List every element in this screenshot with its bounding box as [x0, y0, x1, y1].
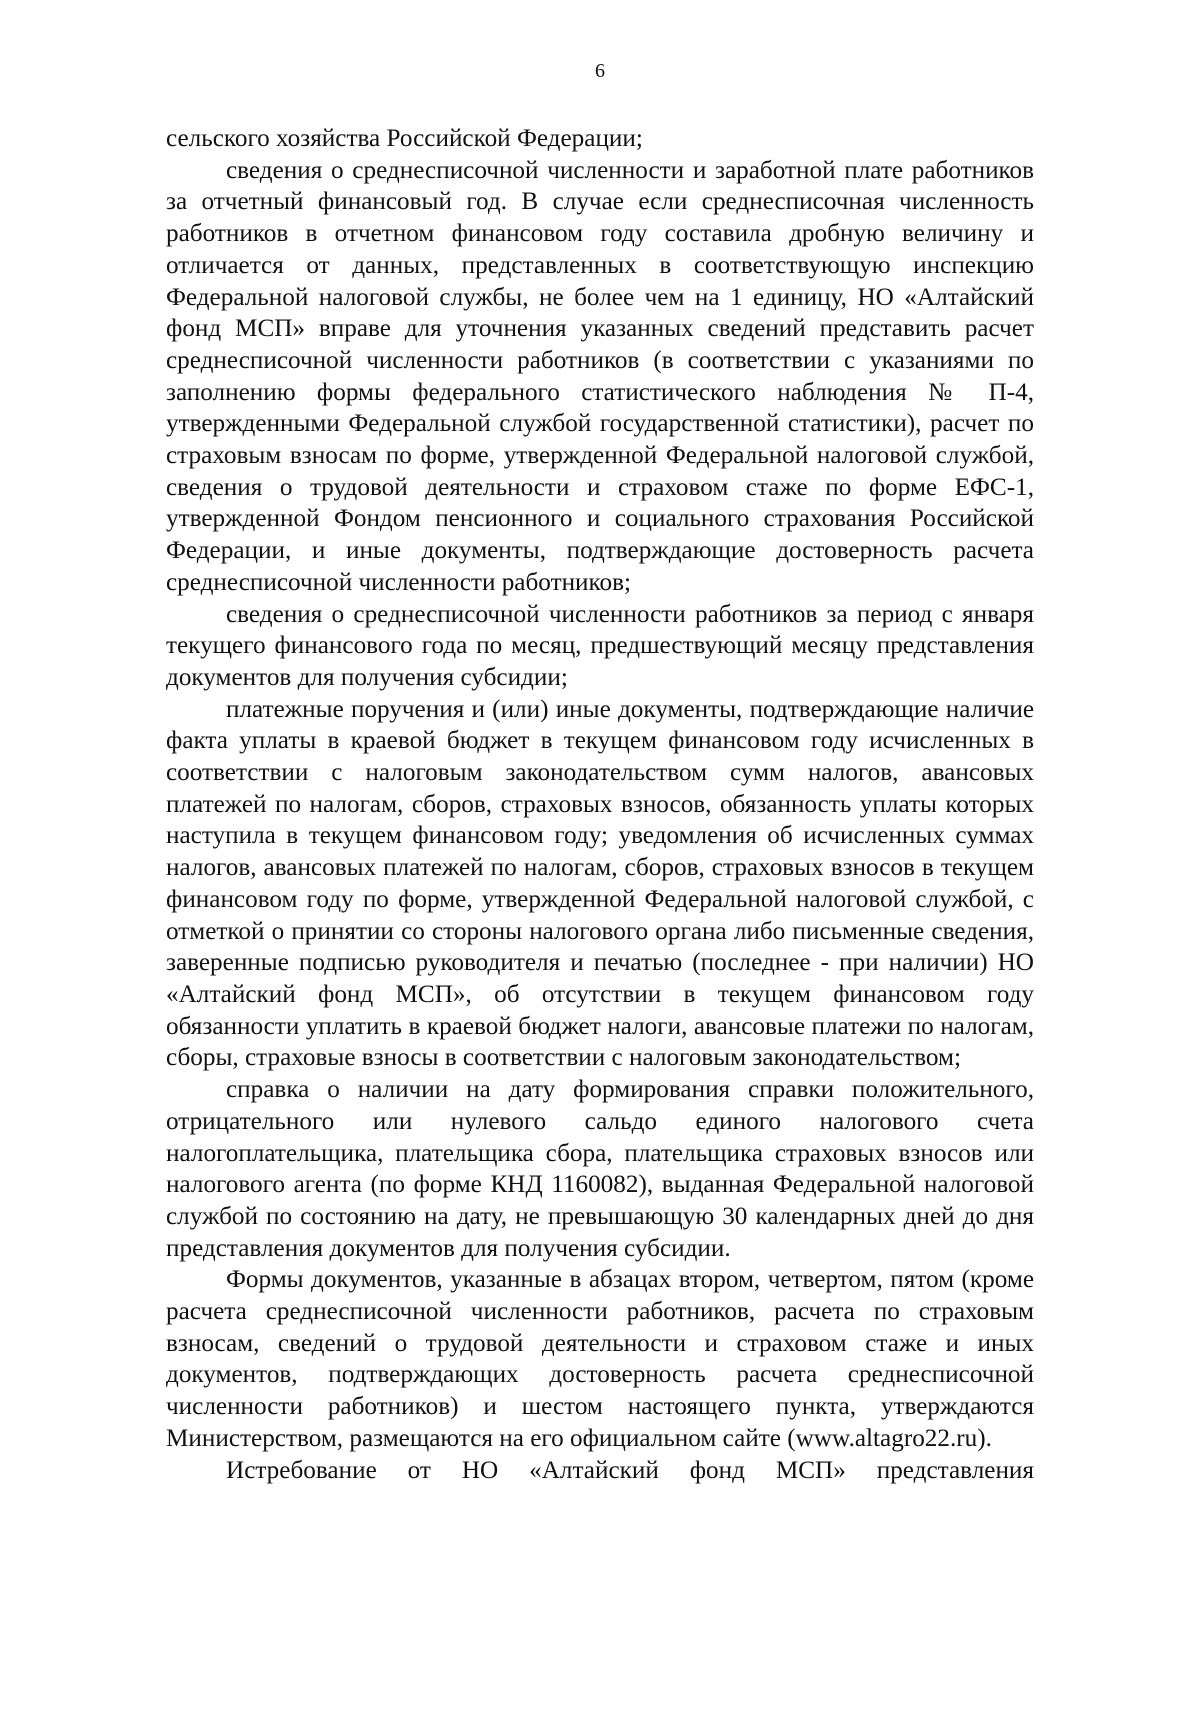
paragraph-continuation: сельского хозяйства Российской Федерации; — [166, 125, 643, 152]
page-number: 6 — [595, 60, 605, 82]
document-body — [166, 123, 1034, 1486]
paragraph-headcount-current-year: сведения о среднесписочной численности работников за период с января текущего финансового года по месяц, предшествующий месяцу представления документов для получения субсидии; — [166, 600, 1034, 691]
paragraph-document-forms: Формы документов, указанные в абзацах втором, четвертом, пятом (кроме расчета среднесписочной численности работников, расчета по страховым взносам, сведений о трудовой деятельности и страховом стаже и иных документов, подтверждающих достоверность расчета среднесписочной численности работников) и шестом настоящего пункта, утверждаются Министерством, размещаются на его официальном сайте (www.altagro22.ru). — [166, 1266, 1034, 1452]
paragraph-requirement-start: Истребование от НО «Алтайский фонд МСП» представления — [226, 1456, 1034, 1484]
paragraph-tax-balance-certificate: справка о наличии на дату формирования справки положительного, отрицательного или нулевого сальдо единого налогового счета налогоплательщика, плательщика сбора, плательщика страховых взносов или налогового агента (по форме КНД 1160082), выданная Федеральной налоговой службой по состоянию на дату, не превышающую 30 календарных дней до дня представления документов для получения субсидии. — [166, 1076, 1034, 1262]
paragraph-tax-payment-documents: платежные поручения и (или) иные документы, подтверждающие наличие факта уплаты в краевой бюджет в текущем финансовом году исчисленных в соответствии с налоговым законодательством сумм налогов, авансовых платежей по налогам, сборов, страховых взносов, обязанность уплаты которых наступила в текущем финансовом году; уведомления об исчисленных суммах налогов, авансовых платежей по налогам, сборов, страховых взносов в текущем финансовом году по форме, утвержденной Федеральной налоговой службой, с отметкой о принятии со стороны налогового органа либо письменные сведения, заверенные подписью руководителя и печатью (последнее - при наличии) НО «Алтайский фонд МСП», об отсутствии в текущем финансовом году обязанности уплатить в краевой бюджет налоги, авансовые платежи по налогам, сборы, страховые взносы в соответствии с налоговым законодательством; — [166, 695, 1034, 1072]
paragraph-headcount-and-wages: сведения о среднесписочной численности и заработной плате работников за отчетный финансовый год. В случае если среднесписочная численность работников в отчетном финансовом году составила дробную величину и отличается от данных, представленных в соответствующую инспекцию Федеральной налоговой службы, не более чем на 1 единицу, НО «Алтайский фонд МСП» вправе для уточнения указанных сведений представить расчет среднесписочной численности работников (в соответствии с указаниями по заполнению формы федерального статистического наблюдения № П-4, утвержденными Федеральной службой государственной статистики), расчет по страховым взносам по форме, утвержденной Федеральной налоговой службой, сведения о трудовой деятельности и страховом стаже по форме ЕФС-1, утвержденной Фондом пенсионного и социального страхования Российской Федерации, и иные документы, подтверждающие достоверность расчета среднесписочной численности работников; — [166, 156, 1034, 596]
